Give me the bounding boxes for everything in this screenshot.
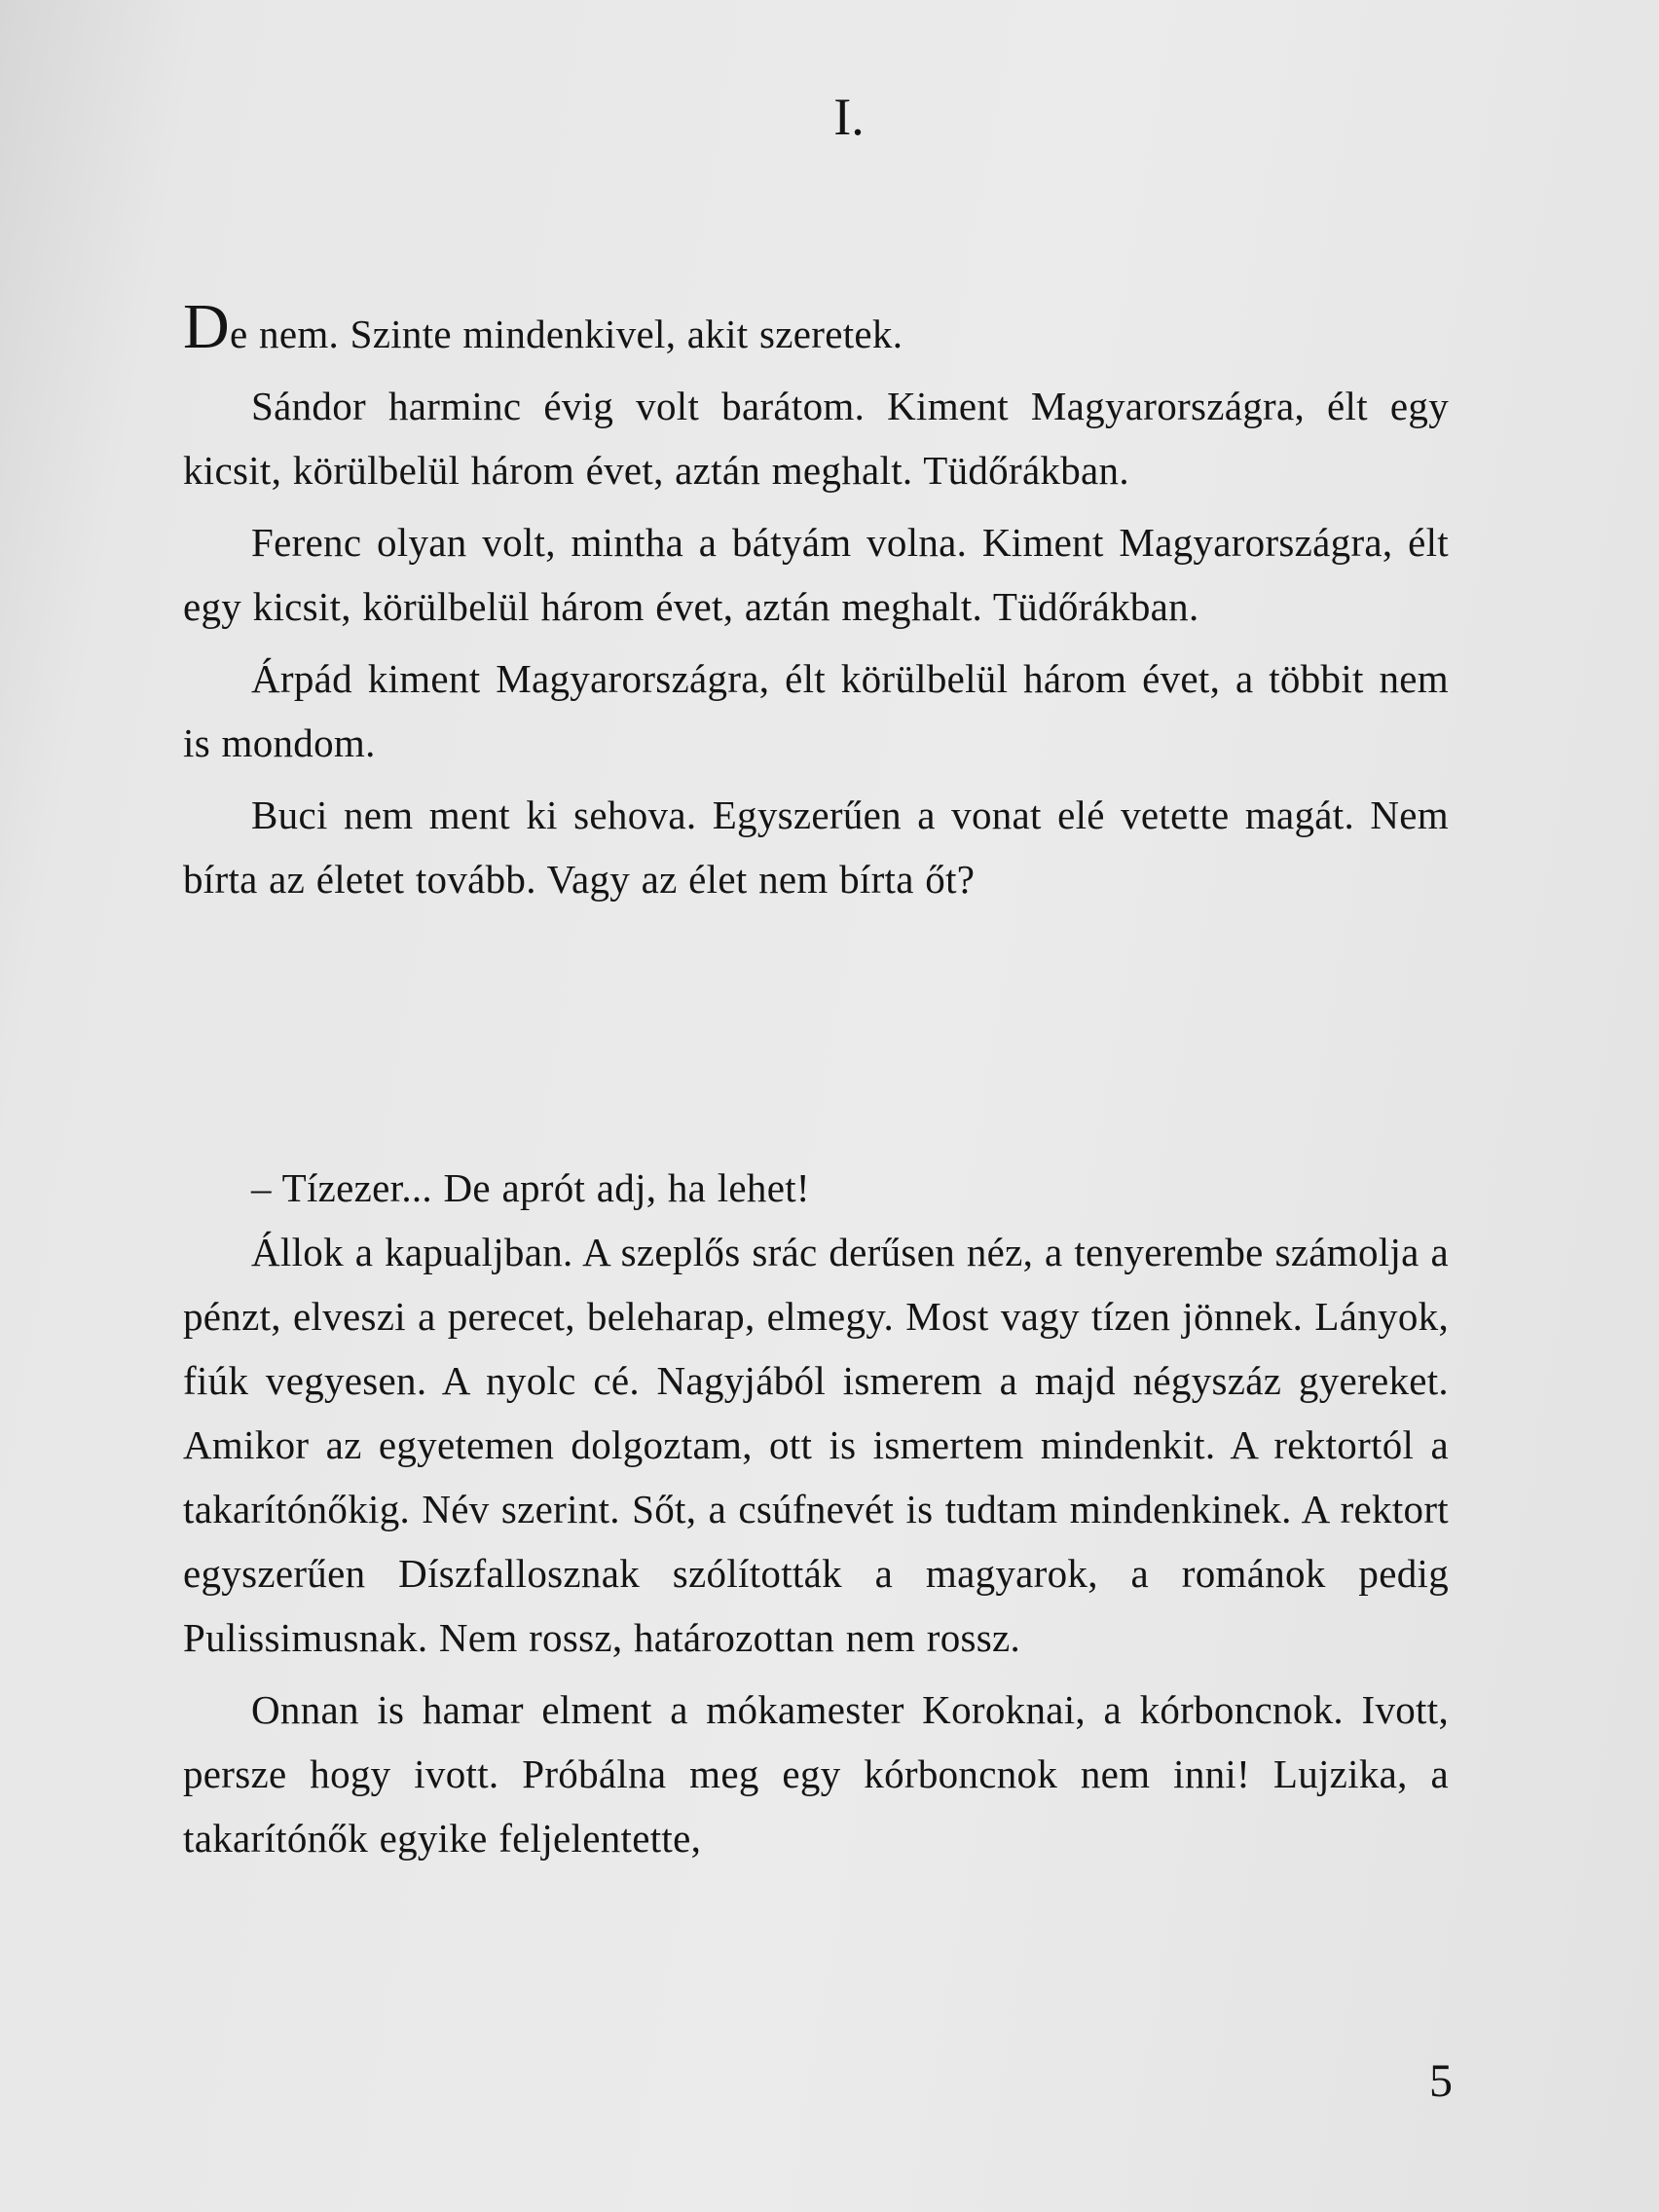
paragraph: Sándor harminc évig volt barátom. Kiment Magyarországra, élt egy kicsit, körülbelül három évet, aztán meghalt. Tüdőrákban. [183, 384, 1449, 493]
paragraph: Ferenc olyan volt, mintha a bátyám volna. Kiment Magyarországra, élt egy kicsit, körülbelül három évet, aztán meghalt. Tüdőrákban. [183, 520, 1449, 629]
paragraph: Buci nem ment ki sehova. Egyszerűen a vonat elé vetette magát. Nem bírta az életet tovább. Vagy az élet nem bírta őt? [183, 793, 1449, 902]
opening-paragraph [183, 291, 1449, 366]
paragraph: Árpád kiment Magyarországra, élt körülbelül három évet, a többit nem is mondom. [183, 656, 1449, 765]
chapter-number: I. [833, 88, 865, 146]
drop-cap: D [183, 291, 230, 362]
paragraph: Onnan is hamar elment a mókamester Koroknai, a kórboncnok. Ivott, persze hogy ivott. Próbálna meg egy kórboncnok nem inni! Lujzika, a takarítónők egyike feljelentette, [183, 1687, 1449, 1861]
dialogue-paragraph: – Tízezer... De aprót adj, ha lehet! [251, 1165, 810, 1210]
section-two [183, 1156, 1449, 1870]
section-one [183, 291, 1449, 911]
opening-text: e nem. Szinte mindenkivel, akit szeretek. [229, 312, 903, 356]
page-number: 5 [1429, 2055, 1453, 2107]
paragraph: Állok a kapualjban. A szeplős srác derűsen néz, a tenyerembe számolja a pénzt, elveszi a perecet, beleharap, elmegy. Most vagy tízen jönnek. Lányok, fiúk vegyesen. A nyolc cé. Nagyjából ismerem a majd négyszáz gyereket. Amikor az egyetemen dolgoztam, ott is ismertem mindenkit. A rektortól a takarítónőkig. Név szerint. Sőt, a csúfnevét is tudtam mindenkinek. A rektort egyszerűen Díszfallosznak szólították a magyarok, a románok pedig Pulissimusnak. Nem rossz, határozottan nem rossz. [183, 1230, 1449, 1660]
